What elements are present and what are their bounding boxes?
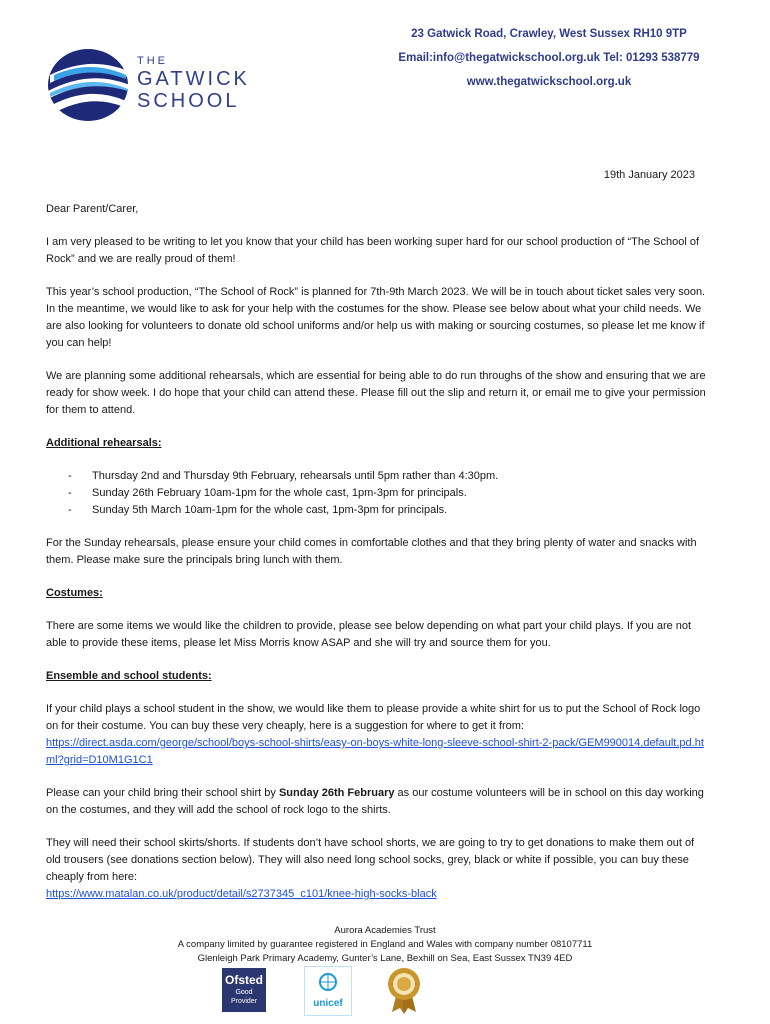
rehearsal-item: Sunday 5th March 10am-1pm for the whole cast, 1pm-3pm for principals. [92,504,448,516]
accreditation-badges [220,966,450,1016]
ofsted-badge [222,968,266,1012]
shirt-text-pre: Please can your child bring their school shirt by [46,787,279,799]
paragraph-shirt-deadline [46,785,706,819]
asda-shirt-link[interactable]: https://direct.asda.com/george/school/boys-school-shirts/easy-on-boys-white-long-sleeve-school-shirt-2-pack/GEM990014,default,pd.html?grid=D10M1G1C1 [46,737,704,766]
heading-additional-rehearsals: Additional rehearsals: [46,437,162,449]
list-item [46,485,706,502]
ofsted-grade: Good [235,989,253,996]
unicef-globe-icon [318,972,338,992]
letter-date: 19th January 2023 [603,169,695,181]
rehearsal-list [46,468,706,519]
footer-address: Glenleigh Park Primary Academy, Gunter’s Lane, Bexhill on Sea, East Sussex TN39 4ED [197,953,573,964]
school-email-phone: Email:info@thegatwickschool.org.uk Tel: 01293 538779 [398,52,700,64]
letter-body [46,201,706,903]
matalan-socks-link[interactable]: https://www.matalan.co.uk/product/detail/s2737345_c101/knee-high-socks-black [46,888,437,900]
heading-costumes: Costumes: [46,587,103,599]
bullet-dash: - [68,487,72,499]
section-ensemble [46,668,706,769]
ofsted-sub: Provider [230,998,258,1005]
ofsted-name: Ofsted [224,973,263,987]
logo-globe-icon [48,49,130,121]
footer-trust: Aurora Academies Trust [334,925,436,936]
unicef-name: unicef [313,998,343,1009]
costumes-text: There are some items we would like the children to provide, please see below depending on what part your child plays. If you are not able to provide these items, please let Miss Morris know ASAP and she will try and source them for you. [46,620,692,649]
bullet-dash: - [68,470,72,482]
list-item [46,468,706,485]
rehearsal-item: Sunday 26th February 10am-1pm for the whole cast, 1pm-3pm for principals. [92,487,467,499]
award-medal-icon [386,966,422,1014]
shirt-deadline-date: Sunday 26th February [278,787,395,799]
section-skirts-socks [46,835,706,903]
section-costumes [46,585,706,652]
logo-the: THE [137,55,168,67]
unicef-badge [304,966,352,1016]
logo-gatwick: GATWICK [137,68,250,90]
paragraph-rehearsals: We are planning some additional rehearsals, which are essential for being able to do run throughs of the show and ensuring that we are ready for show week. I do hope that your child can attend these. Please fill out the slip and return it, or email me to give your permission for them to attend. [46,370,706,416]
paragraph-sunday: For the Sunday rehearsals, please ensure your child comes in comfortable clothes and that they bring plenty of water and snacks with them. Please make sure the principals bring lunch with them. [46,537,697,566]
contact-block [384,22,714,94]
list-item [46,502,706,519]
logo-wordmark [137,55,250,112]
paragraph-production: This year’s school production, “The School of Rock” is planned for 7th-9th March 2023. We will be in touch about ticket sales very soon. In the meantime, we would like to ask for your help with the costumes for the show. Please see below about what your child needs. We are also looking for volunteers to donate old school uniforms and/or help us with making or sourcing costumes, so please let me know if you can help! [46,286,706,349]
logo-school: SCHOOL [137,90,240,112]
greeting: Dear Parent/Carer, [46,203,139,215]
letter-footer [0,924,770,966]
bullet-dash: - [68,504,72,516]
school-website: www.thegatwickschool.org.uk [466,76,632,88]
paragraph-intro: I am very pleased to be writing to let you know that your child has been working super hard for our school production of “The School of Rock” and we are really proud of them! [46,236,700,265]
ensemble-text: If your child plays a school student in the show, we would like them to please provide a white shirt for us to put the School of Rock logo on for their costume. You can buy these very cheaply, here is a suggestion for where to get it from: [46,703,701,732]
skirts-socks-text: They will need their school skirts/shorts. If students don’t have school shorts, we are going to try to get donations to make them out of old trousers (see donations section below). They will also need long school socks, grey, black or white if possible, you can buy these cheaply from here: [46,837,695,883]
footer-company: A company limited by guarantee registered in England and Wales with company number 08107711 [177,939,593,950]
school-address: 23 Gatwick Road, Crawley, West Sussex RH10 9TP [411,28,687,40]
rehearsal-item: Thursday 2nd and Thursday 9th February, rehearsals until 5pm rather than 4:30pm. [92,470,499,482]
heading-ensemble: Ensemble and school students: [46,670,212,682]
shirt-text-post: as our costume volunteers will be in school on this day working on the costumes, and they will add the school of rock logo to the shirts. [46,787,704,816]
